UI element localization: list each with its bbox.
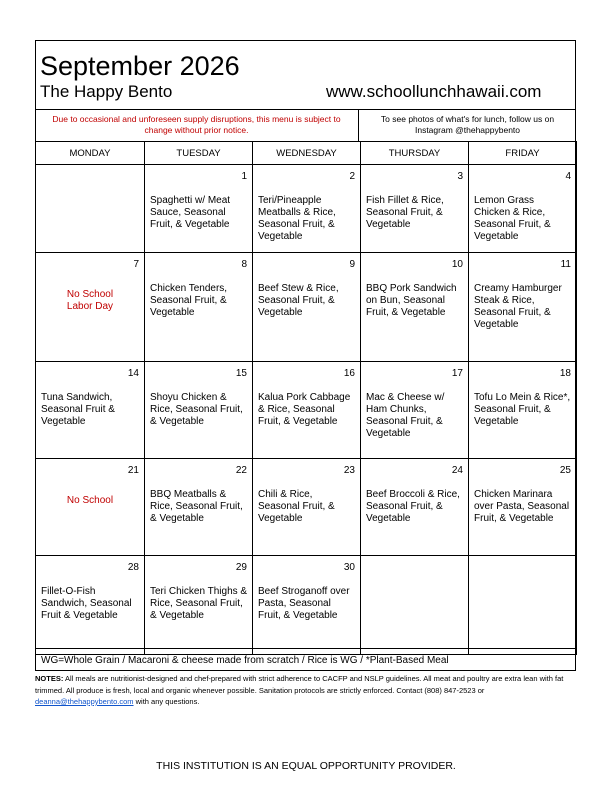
meal-description: Tofu Lo Mein & Rice*, Seasonal Fruit, & Vegetable [474, 392, 571, 427]
meal-description: Teri Chicken Thighs & Rice, Seasonal Fruit, & Vegetable [150, 586, 248, 621]
day-cell [253, 253, 361, 362]
website-url: www.schoollunchhawaii.com [326, 82, 542, 101]
supply-disruption-notice: Due to occasional and unforeseen supply disruptions, this menu is subject to change without prior notice. [35, 110, 359, 142]
day-number: 16 [343, 368, 355, 379]
meal-description: Lemon Grass Chicken & Rice, Seasonal Fruit, & Vegetable [474, 195, 551, 242]
day-cell [469, 459, 577, 556]
day-number: 29 [235, 562, 247, 573]
meal-description: Chicken Marinara over Pasta, Seasonal Fruit, & Vegetable [474, 489, 570, 524]
meal-description: Beef Stew & Rice, Seasonal Fruit, & Vegetable [258, 283, 339, 318]
page-title: September 2026 [40, 51, 240, 81]
week-row [36, 165, 577, 253]
day-number: 11 [560, 259, 571, 270]
meal-description: Chili & Rice, Seasonal Fruit, & Vegetable [258, 489, 335, 524]
day-number: 28 [127, 562, 139, 573]
menu-notes [35, 673, 580, 708]
meal-description: Fish Fillet & Rice, Seasonal Fruit, & Vegetable [366, 195, 444, 230]
weekday-header: FRIDAY [469, 142, 577, 165]
day-number: 7 [133, 259, 139, 270]
week-row [36, 556, 577, 655]
day-cell [253, 556, 361, 655]
meal-description: Chicken Tenders, Seasonal Fruit, & Vegetable [150, 283, 228, 318]
weekday-header-row [36, 142, 577, 165]
day-cell [145, 459, 253, 556]
day-number: 18 [559, 368, 571, 379]
day-number: 9 [349, 259, 355, 270]
menu-legend: WG=Whole Grain / Macaroni & cheese made from scratch / Rice is WG / *Plant-Based Meal [35, 648, 576, 671]
day-number: 21 [127, 465, 139, 476]
notes-tail: with any questions. [133, 697, 200, 706]
day-cell [36, 253, 145, 362]
day-number: 4 [565, 171, 571, 182]
day-cell [361, 459, 469, 556]
meal-description: Mac & Cheese w/ Ham Chunks, Seasonal Fruit, & Vegetable [366, 392, 445, 439]
day-cell [469, 362, 577, 459]
meal-description: Fillet-O-Fish Sandwich, Seasonal Fruit & Vegetable [41, 586, 132, 621]
day-number: 3 [457, 171, 463, 182]
day-cell [361, 556, 469, 655]
day-cell [36, 459, 145, 556]
day-number: 25 [559, 465, 571, 476]
week-row [36, 253, 577, 362]
notes-label: NOTES: [35, 674, 64, 683]
weekday-header: TUESDAY [145, 142, 253, 165]
day-number: 14 [127, 368, 139, 379]
week-row [36, 362, 577, 459]
day-number: 22 [235, 465, 247, 476]
day-cell [36, 165, 145, 253]
meal-description: Spaghetti w/ Meat Sauce, Seasonal Fruit, & Vegetable [150, 195, 231, 230]
week-row [36, 459, 577, 556]
day-cell [253, 459, 361, 556]
meal-description: Kalua Pork Cabbage & Rice, Seasonal Fruit, & Vegetable [258, 392, 351, 427]
meal-description: BBQ Meatballs & Rice, Seasonal Fruit, & Vegetable [150, 489, 243, 524]
equal-opportunity-statement: THIS INSTITUTION IS AN EQUAL OPPORTUNITY PROVIDER. [156, 760, 456, 772]
day-cell [361, 362, 469, 459]
meal-description: Creamy Hamburger Steak & Rice, Seasonal Fruit, & Vegetable [474, 283, 562, 330]
day-number: 2 [349, 171, 355, 182]
no-school-label: No School [66, 495, 114, 506]
page-subtitle: The Happy Bento [40, 82, 173, 101]
day-number: 24 [451, 465, 463, 476]
day-cell [145, 362, 253, 459]
meal-description: Tuna Sandwich, Seasonal Fruit & Vegetable [41, 392, 115, 427]
no-school-label: No School Labor Day [66, 289, 114, 312]
day-cell [253, 362, 361, 459]
day-number: 10 [451, 259, 463, 270]
lunch-calendar [35, 141, 577, 655]
day-cell [145, 253, 253, 362]
day-number: 8 [241, 259, 247, 270]
day-number: 23 [343, 465, 355, 476]
notes-text: All meals are nutritionist-designed and chef-prepared with strict adherence to CACFP and NSLP guidelines. All meat and poultry are extra lean with fat trimmed. All produce is fresh, local and organic whenever possible. Sanitation protocols are strictly enforced. Contact (808) 847-2523 or [35, 674, 564, 695]
day-cell [36, 556, 145, 655]
notice-row [35, 109, 576, 142]
meal-description: Shoyu Chicken & Rice, Seasonal Fruit, & Vegetable [150, 392, 243, 427]
meal-description: BBQ Pork Sandwich on Bun, Seasonal Fruit, & Vegetable [366, 283, 457, 318]
day-cell [361, 165, 469, 253]
instagram-notice: To see photos of what's for lunch, follow us on Instagram @thehappybento [380, 114, 555, 135]
weekday-header: THURSDAY [361, 142, 469, 165]
day-number: 1 [241, 171, 247, 182]
day-cell [361, 253, 469, 362]
meal-description: Teri/Pineapple Meatballs & Rice, Seasonal Fruit, & Vegetable [258, 195, 336, 242]
day-number: 17 [451, 368, 463, 379]
day-number: 30 [343, 562, 355, 573]
meal-description: Beef Stroganoff over Pasta, Seasonal Fruit, & Vegetable [258, 586, 350, 621]
day-number: 15 [235, 368, 247, 379]
day-cell [36, 362, 145, 459]
day-cell [469, 253, 577, 362]
weekday-header: WEDNESDAY [253, 142, 361, 165]
meal-description: Beef Broccoli & Rice, Seasonal Fruit, & Vegetable [366, 489, 460, 524]
day-cell [145, 165, 253, 253]
contact-email-link[interactable]: deanna@thehappybento.com [35, 697, 134, 706]
day-cell [253, 165, 361, 253]
day-cell [145, 556, 253, 655]
day-cell [469, 165, 577, 253]
weekday-header: MONDAY [36, 142, 145, 165]
day-cell [469, 556, 577, 655]
